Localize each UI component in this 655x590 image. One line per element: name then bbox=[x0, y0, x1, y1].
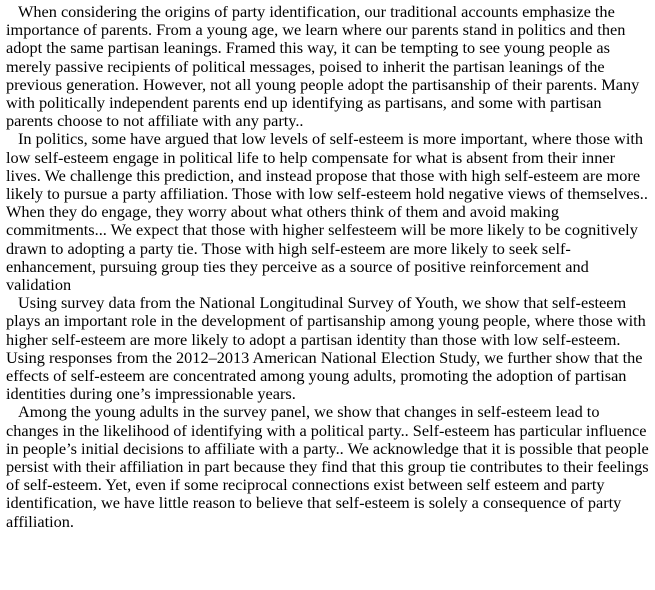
paragraph-self-esteem-argument: In politics, some have argued that low levels of self-esteem is more important, where those with low self-esteem engage in political life to help compensate for what is absent from their inner lives. We challenge this prediction, and instead propose that those with high self-esteem are more likely to pursue a party affiliation. Those with low self-esteem hold negative views of themselves.. When they do engage, they worry about what others think of them and avoid making commitments... We expect that those with higher selfesteem will be more likely to be cognitively drawn to adopting a party tie. Those with high self-esteem are more likely to seek self-enhancement, pursuing group ties they perceive as a source of positive reinforcement and validation bbox=[6, 129, 648, 295]
paragraph-party-identification-origins: When considering the origins of party identification, our traditional accounts emphasize the importance of parents. From a young age, we learn where our parents stand in politics and then adopt the same partisan leanings. Framed this way, it can be tempting to see young people as merely passive recipients of political messages, poised to inherit the partisan leanings of the previous generation. However, not all young people adopt the partisanship of their parents. Many with politically independent parents end up identifying as partisans, and some with partisan parents choose to not affiliate with any party.. bbox=[6, 2, 640, 131]
paragraph-survey-evidence: Using survey data from the National Longitudinal Survey of Youth, we show that self-esteem plays an important role in the development of partisanship among young people, where those with higher self-esteem are more likely to adopt a partisan identity than those with low self-esteem. Using responses from the 2012–2013 American National Election Study, we further show that the effects of self-esteem are concentrated among young adults, promoting the adoption of partisan identities during one’s impressionable years. bbox=[6, 293, 646, 404]
paragraph-panel-findings: Among the young adults in the survey panel, we show that changes in self-esteem lead to changes in the likelihood of identifying with a political party.. Self-esteem has particular influence in people’s initial decisions to affiliate with a party.. We acknowledge that it is possible that people persist with their affiliation in part because they find that this group tie contributes to their feelings of self-esteem. Yet, even if some reciprocal connections exist between self esteem and party identification, we have little reason to believe that self-esteem is solely a consequence of party affiliation. bbox=[6, 402, 649, 531]
